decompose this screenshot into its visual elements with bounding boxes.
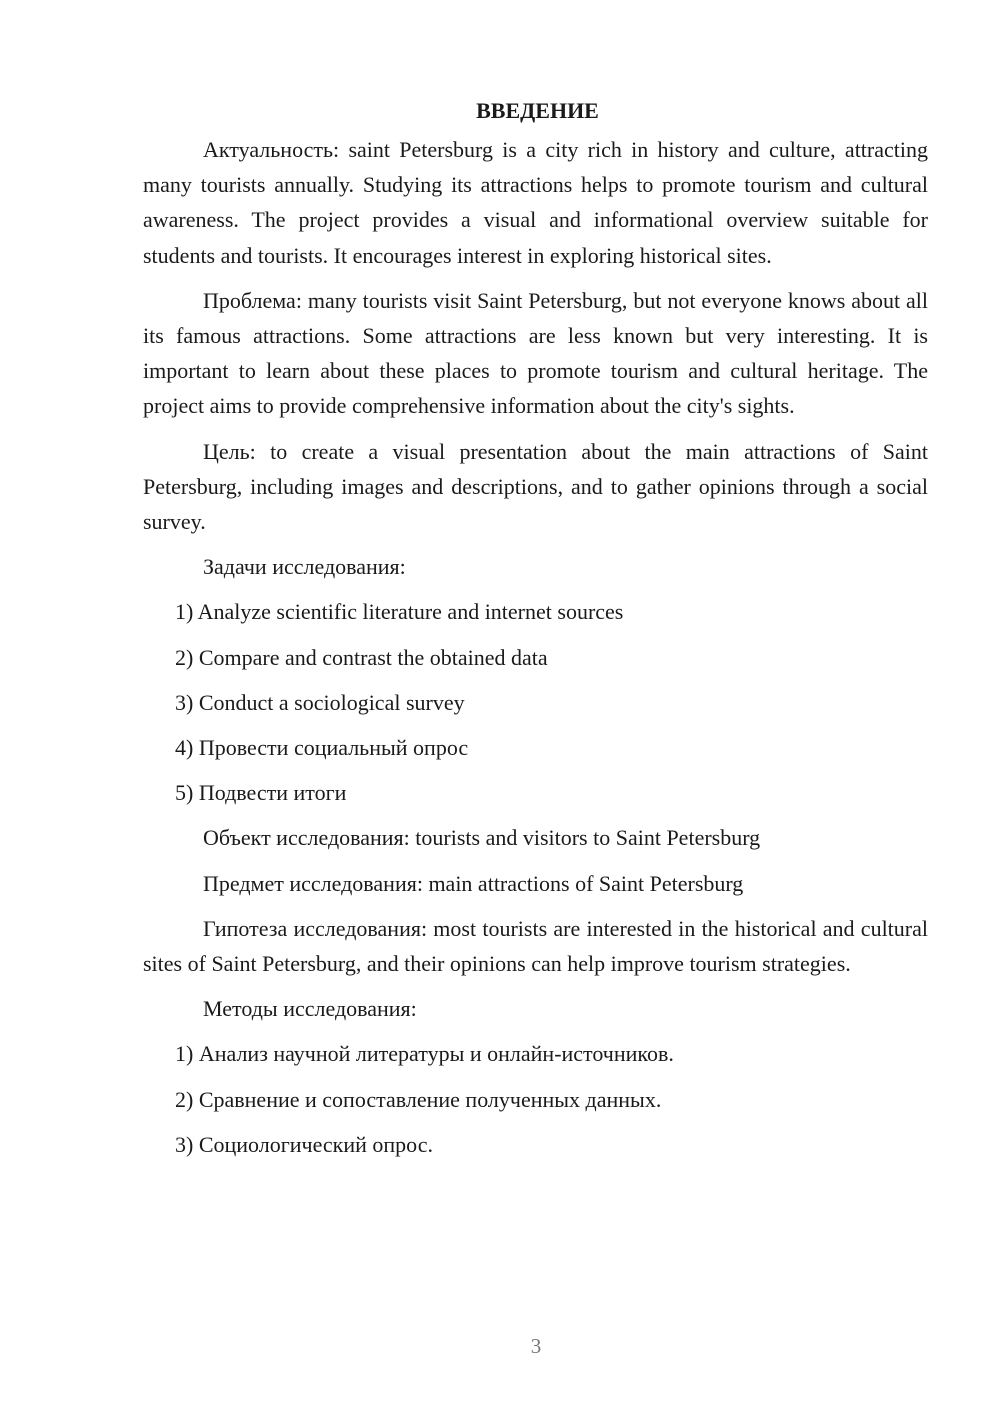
problem-paragraph: Проблема: many tourists visit Saint Petersburg, but not everyone knows about all its famous attractions. Some attractions are less known but very interesting. It is important to learn about these places to promote tourism and cultural heritage. The project aims to provide comprehensive information about the city's sights. [143,287,928,419]
list-item: 4) Провести социальный опрос [175,735,469,761]
list-item: 3) Conduct a sociological survey [175,689,465,715]
relevance-paragraph: Актуальность: saint Petersburg is a city rich in history and culture, attracting many tourists annually. Studying its attractions helps to promote tourism and cultural awareness. The project provides a visual and informational overview suitable for students and tourists. It encourages interest in exploring historical sites. [143,137,928,268]
section-heading: ВВЕДЕНИЕ [476,98,599,123]
hypothesis-paragraph: Гипотеза исследования: most tourists are interested in the historical and cultural sites of Saint Petersburg, and their opinions can help improve tourism strategies. [143,915,928,977]
list-item: 2) Compare and contrast the obtained data [175,644,548,670]
research-subject: Предмет исследования: main attractions of Saint Petersburg [203,870,744,896]
list-item: 5) Подвести итоги [175,780,347,806]
list-item: 2) Сравнение и сопоставление полученных данных. [175,1086,662,1112]
tasks-label: Задачи исследования: [203,554,406,580]
methods-list [143,1036,928,1162]
page-number: 3 [530,1334,542,1358]
tasks-list [143,594,928,810]
list-item: 3) Социологический опрос. [175,1131,433,1157]
research-object: Объект исследования: tourists and visitors to Saint Petersburg [203,825,761,851]
list-item: 1) Анализ научной литературы и онлайн-источников. [175,1041,674,1067]
page-content [143,96,928,1172]
goal-paragraph: Цель: to create a visual presentation about the main attractions of Saint Petersburg, including images and descriptions, and to gather opinions through a social survey. [143,438,928,535]
methods-label: Методы исследования: [203,996,417,1022]
list-item: 1) Analyze scientific literature and internet sources [175,599,624,625]
